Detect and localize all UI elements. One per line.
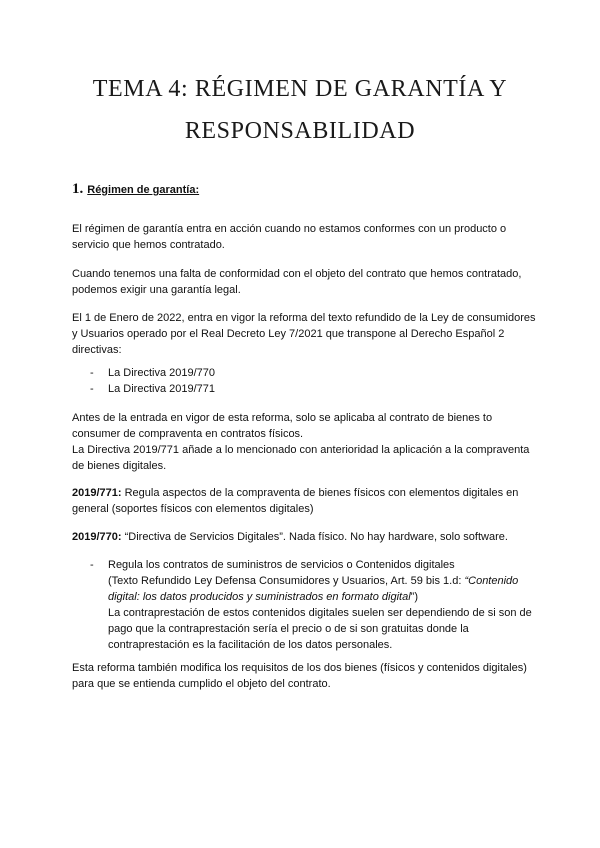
citation-suffix: ”) bbox=[410, 591, 418, 603]
bullet-line-3: La contraprestación de estos contenidos digitales suelen ser dependiendo de si son de pago que la contraprestación sería el precio o de si son gratuitas donde la contraprestación es la facilitación de los datos personales. bbox=[108, 607, 532, 651]
page-title-line-1: TEMA 4: RÉGIMEN DE GARANTÍA Y bbox=[92, 76, 508, 102]
list-dash: - bbox=[90, 559, 94, 571]
paragraph-5 bbox=[72, 485, 542, 517]
section-heading-text: Régimen de garantía: bbox=[87, 184, 200, 196]
paragraph-1: El régimen de garantía entra en acción cuando no estamos conformes con un producto o servicio que hemos contratado. bbox=[72, 223, 507, 251]
list-dash: - bbox=[90, 367, 94, 379]
paragraph-4a: Antes de la entrada en vigor de esta reforma, solo se aplicaba al contrato de bienes to consumer de compraventa en contratos físicos. bbox=[72, 412, 493, 440]
list-dash: - bbox=[90, 383, 94, 395]
list-item-body bbox=[108, 557, 548, 653]
paragraph-2: Cuando tenemos una falta de conformidad con el objeto del contrato que hemos contratado, podemos exigir una garantía legal. bbox=[72, 268, 522, 296]
list-item-text: La Directiva 2019/770 bbox=[108, 367, 216, 379]
directive-label: 2019/771: bbox=[72, 487, 122, 499]
paragraph-6 bbox=[72, 529, 542, 545]
directive-label: 2019/770: bbox=[72, 531, 122, 543]
bullet-line-2 bbox=[108, 573, 548, 605]
section-heading bbox=[72, 180, 199, 198]
paragraph-3: El 1 de Enero de 2022, entra en vigor la reforma del texto refundido de la Ley de consumidores y Usuarios operado por el Real Decreto Ley 7/2021 que transpone al Derecho Español 2 directivas: bbox=[72, 312, 536, 356]
paragraph-4b: La Directiva 2019/771 añade a lo mencionado con anterioridad la aplicación a la compraventa de bienes digitales. bbox=[72, 444, 530, 472]
page-title-line-2: RESPONSABILIDAD bbox=[184, 118, 416, 144]
bullet-line-1: Regula los contratos de suministros de servicios o Contenidos digitales bbox=[108, 559, 455, 571]
section-number: 1. bbox=[72, 181, 84, 197]
directive-description: “Directiva de Servicios Digitales”. Nada físico. No hay hardware, solo software. bbox=[121, 531, 508, 543]
list-item-text: La Directiva 2019/771 bbox=[108, 383, 216, 395]
citation-prefix: (Texto Refundido Ley Defensa Consumidores y Usuarios, Art. 59 bis 1.d: bbox=[108, 575, 465, 587]
directive-description: Regula aspectos de la compraventa de bienes físicos con elementos digitales en general (soportes físicos con elementos digitales) bbox=[72, 487, 519, 515]
paragraph-7: Esta reforma también modifica los requisitos de los dos bienes (físicos y contenidos digitales) para que se entienda cumplido el objeto del contrato. bbox=[72, 662, 527, 690]
citation-quote: “Contenido digital: los datos producidos y suministrados en formato digital bbox=[108, 575, 519, 603]
